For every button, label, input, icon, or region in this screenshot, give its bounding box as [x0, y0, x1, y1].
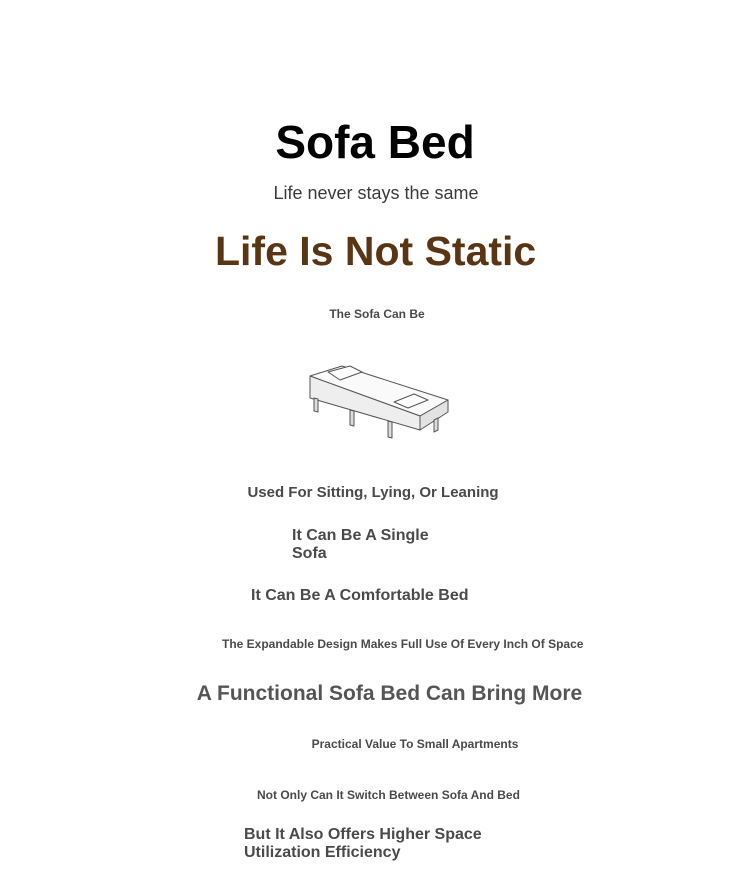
- single-sofa-text: It Can Be A Single Sofa: [292, 527, 429, 562]
- page-title: Sofa Bed: [275, 116, 475, 168]
- functional-heading: A Functional Sofa Bed Can Bring More: [196, 682, 583, 705]
- section-heading: Life Is Not Static: [215, 228, 537, 274]
- switch-text: Not Only Can It Switch Between Sofa And Bed: [257, 788, 520, 802]
- subtitle: Life never stays the same: [273, 183, 479, 203]
- practical-value-text: Practical Value To Small Apartments: [311, 737, 519, 751]
- efficiency-text: But It Also Offers Higher Space Utilization Efficiency: [244, 826, 482, 861]
- comfortable-bed-text: It Can Be A Comfortable Bed: [251, 587, 469, 604]
- expandable-design-text: The Expandable Design Makes Full Use Of Every Inch Of Space: [222, 637, 584, 651]
- sofa-bed-illustration: [302, 360, 452, 450]
- uses-text: Used For Sitting, Lying, Or Leaning: [247, 484, 499, 501]
- intro-text: The Sofa Can Be: [329, 307, 425, 321]
